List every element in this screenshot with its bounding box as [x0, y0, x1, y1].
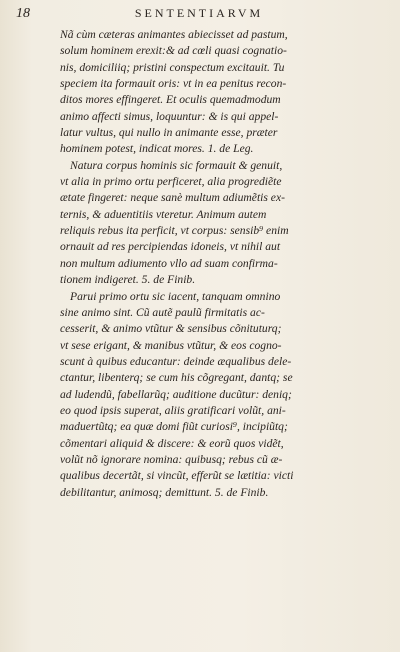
text-line: scunt à quibus educantur: deinde æqualibus dele- — [60, 354, 292, 368]
text-line: debilitantur, animosq; demittunt. 5. de Finib. — [60, 485, 269, 499]
text-line: qualibus decertãt, si vincũt, efferũt se lætitia: victi — [60, 469, 294, 483]
text-line: cõmentari aliquid & discere: & eorũ quos vidẽt, — [60, 436, 284, 450]
text-line: sine animo sint. Cũ autẽ paulũ firmitatis ac- — [60, 305, 265, 319]
text-line: ætate fingeret: neque sanè multum adiumẽtis ex- — [60, 191, 285, 205]
text-line: tionem indigeret. 5. de Finib. — [60, 273, 196, 287]
text-line: solum hominem erexit:& ad cœli quasi cognatio- — [60, 44, 287, 58]
text-line: ternis, & aduentitiis vteretur. Animum autem — [60, 207, 267, 221]
text-line: latur vultus, qui nullo in animante esse, præter — [60, 126, 278, 140]
text-line: ad ludendũ, fabellarũq; auditione ducũtur: deniq; — [60, 387, 292, 401]
text-line: Nã cùm cæteras animantes abiecisset ad pastum, — [60, 28, 288, 41]
text-line: nis, domiciliiq; pristini conspectum excitauit. Tu — [60, 60, 285, 74]
text-line: cesserit, & animo vtũtur & sensibus cõnituturq; — [60, 322, 282, 336]
text-line: reliquis rebus ita perficit, vt corpus: sensib⁹ enim — [60, 224, 289, 238]
text-line: eo quod ipsis superat, aliis gratificari volũt, ani- — [60, 403, 286, 417]
text-line: non multum adiumento vllo ad suam confirma- — [60, 256, 278, 270]
text-line: ornauit ad res percipiendas idoneis, vt nihil aut — [60, 240, 281, 254]
text-line: vt alia in primo ortu perficeret, alia progrediẽte — [60, 175, 282, 189]
text-line: vt sese erigant, & manibus vtũtur, & eos cogno- — [60, 338, 282, 352]
text-block — [60, 27, 374, 501]
text-line: ditos mores effingeret. Et oculis quemadmodum — [60, 93, 281, 107]
text-line: Natura corpus hominis sic formauit & genuit, — [70, 158, 283, 172]
text-line: hominem potest, indicat mores. 1. de Leg. — [60, 142, 254, 156]
text-line: maduertũtq; ea quæ domi fiũt curiosi⁹, incipiũtq; — [60, 420, 288, 434]
text-line: animo affecti simus, loquuntur: & is qui appel- — [60, 109, 279, 123]
text-line: ctantur, libenterq; se cum his cõgregant, dantq; se — [60, 371, 293, 385]
page-header — [16, 6, 356, 22]
text-line: speciem ita formauit oris: vt in ea penitus recon- — [60, 77, 287, 91]
text-line: volũt nõ ignorare nomina: quibusq; rebus cũ æ- — [60, 452, 283, 466]
page-number: 18 — [16, 6, 30, 21]
running-head: SENTENTIARVM — [134, 6, 264, 20]
text-line: Parui primo ortu sic iacent, tanquam omnino — [70, 289, 281, 303]
